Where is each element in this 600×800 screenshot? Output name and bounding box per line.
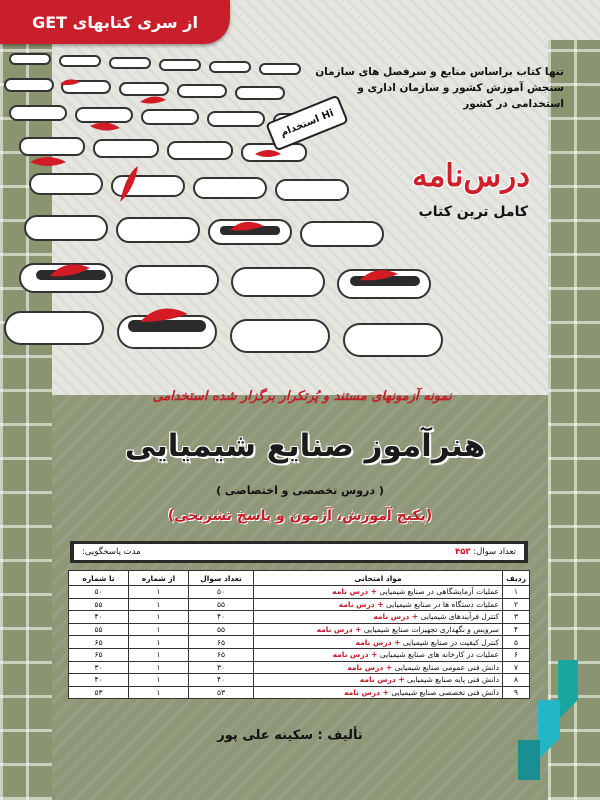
table-header-row bbox=[69, 571, 530, 586]
header-subject: مواد امتحانی bbox=[254, 571, 503, 586]
table-body bbox=[69, 586, 530, 699]
table-row: ۸ دانش فنی پایه صنایع شیمیایی + درس نامه ۴۰ ۱ ۴۰ bbox=[69, 674, 530, 687]
header-row-no: ردیف bbox=[503, 571, 530, 586]
table-row: ۵ کنترل کیفیت در صنایع شیمیایی + درس نامه ۶۵ ۱ ۶۵ bbox=[69, 636, 530, 649]
book-title-sub: ( دروس تخصصی و اختصاصی ) bbox=[216, 484, 384, 497]
table-row: ۳ کنترل فرآیندهای شیمیایی + درس نامه ۴۰ ۱ ۴۰ bbox=[69, 611, 530, 624]
series-tab: از سری کتابهای GET bbox=[0, 0, 230, 44]
table-row: ۹ دانش فنی تخصصی صنایع شیمیایی + درس نامه ۵۳ ۱ ۵۳ bbox=[69, 686, 530, 699]
exam-subtitle: نمونه آزمونهای مستند و پُرتکرار برگزار شده استخدامی bbox=[152, 389, 452, 404]
questions-count: تعداد سوال: ۴۵۳ bbox=[455, 547, 516, 557]
table-row: ۷ دانش فنی عمومی صنایع شیمیایی + درس نامه ۳۰ ۱ ۳۰ bbox=[69, 661, 530, 674]
info-row bbox=[74, 544, 524, 560]
time-label: مدت پاسخگویی: bbox=[82, 547, 141, 557]
table-row: ۲ عملیات دستگاه ها در صنایع شیمیایی + درس نامه ۵۵ ۱ ۵۵ bbox=[69, 598, 530, 611]
header-from: از شماره bbox=[129, 571, 189, 586]
table-row: ۶ عملیات در کارخانه های صنایع شیمیایی + درس نامه ۶۵ ۱ ۶۵ bbox=[69, 648, 530, 661]
brand-title: درس‌نامه bbox=[412, 158, 530, 194]
table-row: ۱ عملیات آزمایشگاهی در صنایع شیمیایی + درس نامه ۵۰ ۱ ۵۰ bbox=[69, 586, 530, 599]
table-row: ۴ سرویس و نگهداری تجهیزات صنایع شیمیایی + درس نامه ۵۵ ۱ ۵۵ bbox=[69, 623, 530, 636]
tagline: تنها کتاب براساس منابع و سرفصل های سازمان سنجش آموزش کشور و سازمان اداری و استخدامی در کشور bbox=[315, 66, 564, 110]
header-to: تا شماره bbox=[69, 571, 129, 586]
author-line: تألیف : سکینه علی پور bbox=[217, 728, 363, 743]
exam-table bbox=[68, 570, 530, 699]
package-label: (پکیج آموزش، آزمون و پاسخ تشریحی) bbox=[167, 508, 433, 524]
brand-logo-mark bbox=[518, 660, 582, 780]
header-count: تعداد سوال bbox=[189, 571, 254, 586]
book-title: هنرآموز صنایع شیمیایی bbox=[124, 428, 486, 464]
brand-subtitle: کامل ترین کتاب bbox=[418, 204, 528, 220]
hi-badge: Hi استخدام bbox=[265, 94, 349, 151]
